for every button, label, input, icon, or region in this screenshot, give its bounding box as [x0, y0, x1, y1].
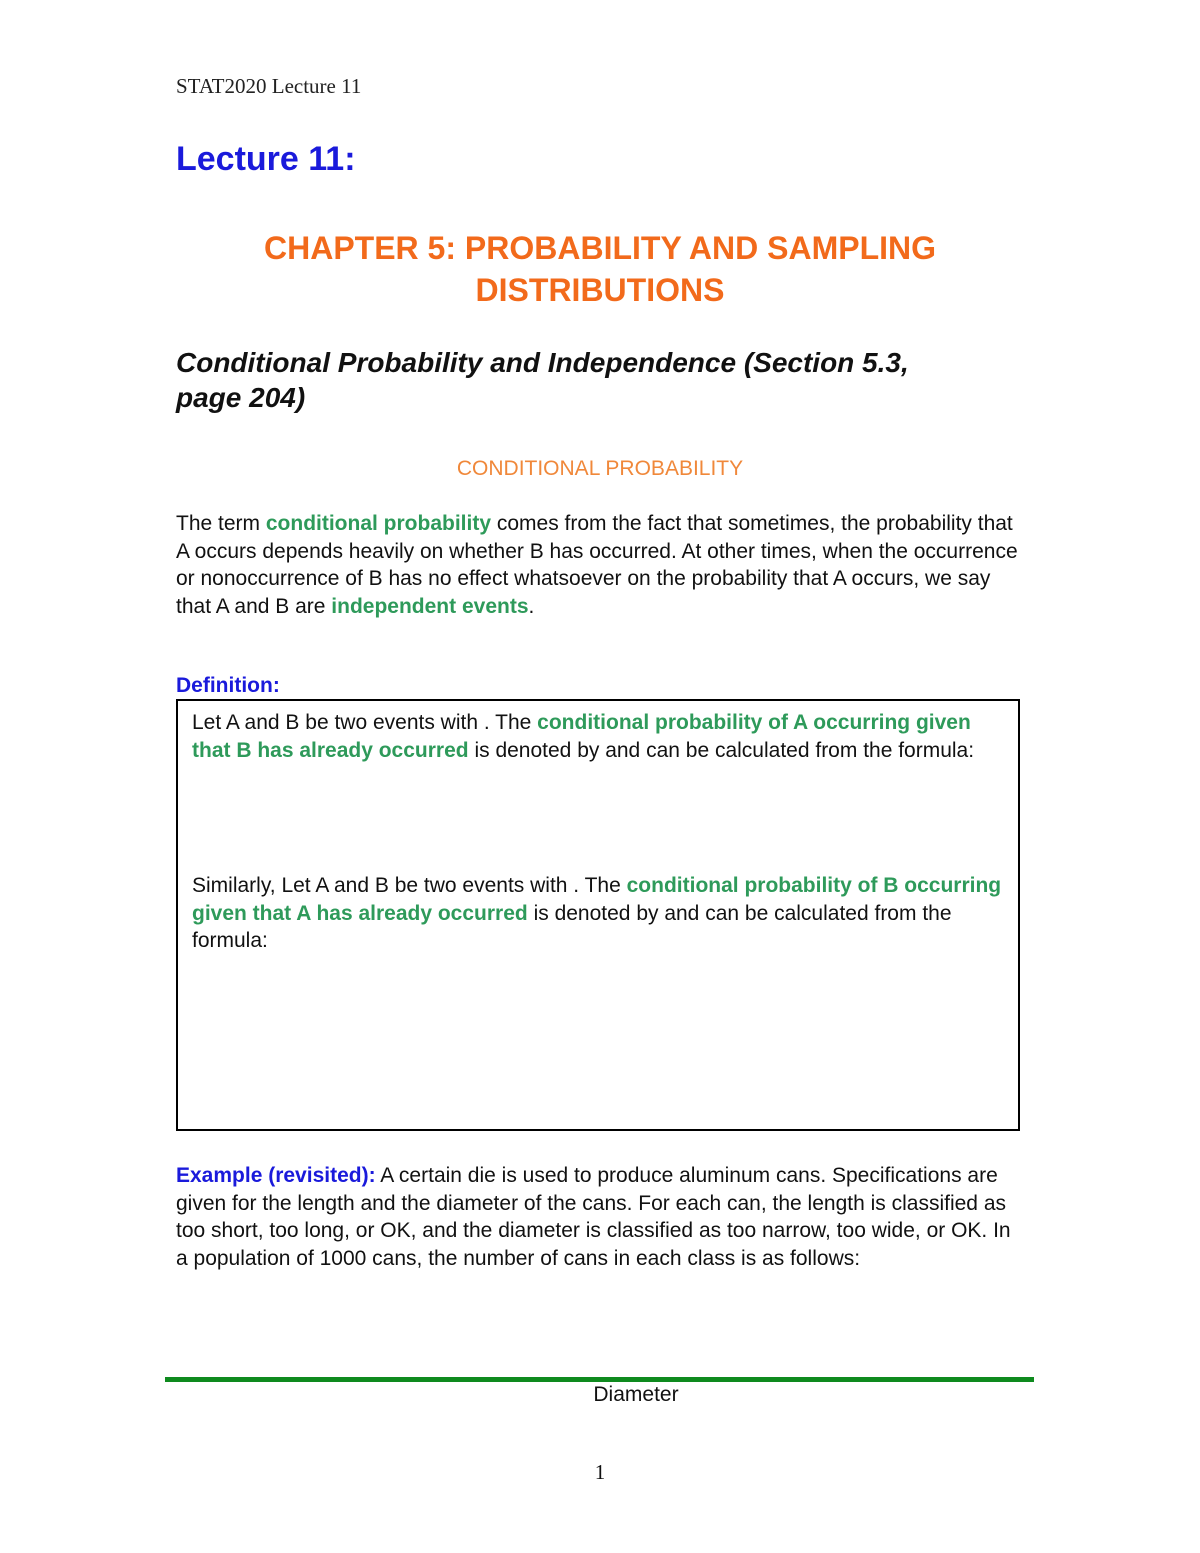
- subsection-title: CONDITIONAL PROBABILITY: [456, 457, 744, 480]
- definition-b-text-1: Similarly, Let A and B be two events with . The: [192, 874, 627, 897]
- chapter-title-line2: DISTRIBUTIONS: [475, 272, 725, 308]
- definition-a-text-1: Let A and B be two events with . The: [192, 711, 538, 734]
- section-title-line2: page 204): [176, 382, 306, 413]
- definition-label: Definition:: [176, 674, 280, 697]
- page-number: 1: [594, 1460, 606, 1484]
- table-header-diameter: Diameter: [593, 1383, 679, 1406]
- definition-paragraph-a: [192, 709, 1004, 764]
- example-paragraph: [176, 1162, 1024, 1272]
- page-header: STAT2020 Lecture 11: [176, 74, 362, 98]
- section-title: [176, 345, 1024, 415]
- definition-box: [176, 699, 1020, 1131]
- section-title-line1: Conditional Probability and Independence (Section 5.3,: [176, 347, 909, 378]
- example-label: Example (revisited):: [176, 1164, 376, 1187]
- example-text: A certain die is used to produce aluminum cans. Specifications are given for the length and the diameter of the cans. For each can, the length is classified as too short, too long, or OK, and the diameter is classified as too narrow, too wide, or OK. In a population of 1000 cans, the number of cans in each class is as follows:: [176, 1164, 1011, 1270]
- term-independent-events: independent events: [331, 594, 529, 618]
- intro-text-3: .: [528, 594, 535, 618]
- term-conditional-probability-b-given-a: conditional probability of B occurring given that A has already occurred: [192, 874, 1002, 925]
- table-top-rule: [165, 1377, 1034, 1382]
- intro-paragraph: [176, 510, 1024, 620]
- definition-paragraph-b: [192, 872, 1004, 955]
- intro-text-2: comes from the fact that sometimes, the probability that A occurs depends heavily on whether B has occurred. At other times, when the occurrence or nonoccurrence of B has no effect whatsoever on the probability that A occurs, we say that A and B are: [176, 512, 1018, 618]
- term-conditional-probability: conditional probability: [265, 512, 492, 535]
- chapter-title: [176, 227, 1024, 311]
- intro-text-1: The term: [176, 512, 266, 535]
- lecture-title: Lecture 11:: [176, 140, 356, 178]
- definition-b-text-2: is denoted by and can be calculated from the formula:: [192, 901, 952, 952]
- definition-a-text-2: is denoted by and can be calculated from the formula:: [468, 738, 975, 762]
- chapter-title-line1: CHAPTER 5: PROBABILITY AND SAMPLING: [263, 230, 937, 266]
- term-conditional-probability-a-given-b: conditional probability of A occurring given that B has already occurred: [192, 711, 971, 762]
